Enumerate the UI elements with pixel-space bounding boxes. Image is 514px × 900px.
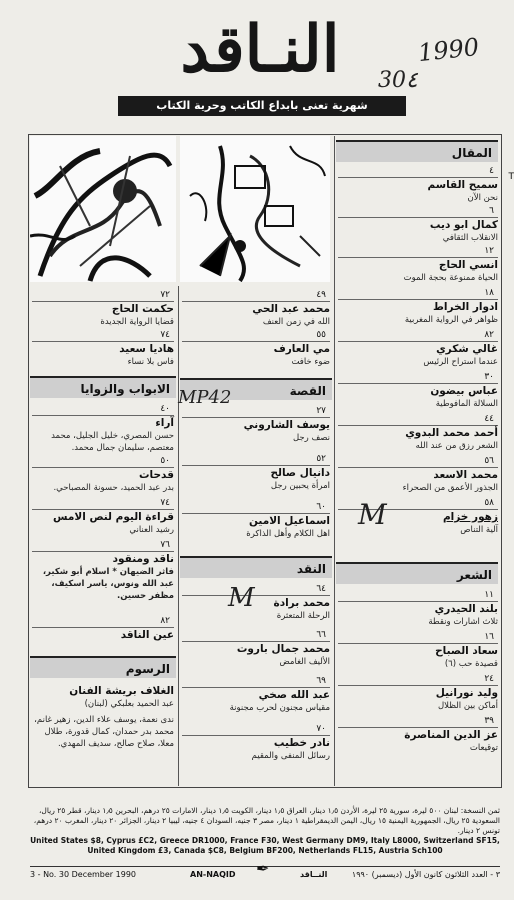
page-number: ٥٠ — [32, 456, 174, 468]
page-number: ١٨ — [338, 288, 498, 300]
title: اهل الكلام وأهل الذاكرة — [246, 529, 330, 539]
prices-english: United States $8, Cyprus £C2, Greece DR1000, France F30, West Germany DM9, Italy L8000, Switzerland SF15, United Kingdom £3, Canada $C8, Belgium BF200, Netherlands FL15, Austria Sch100 — [30, 836, 500, 855]
author: دانيال صالح — [270, 467, 330, 479]
page-number: ٤٠ — [32, 404, 174, 416]
feather-icon: ✒ — [256, 859, 270, 878]
author: عز الدين المناصرة — [404, 729, 498, 741]
edge-mark: T — [508, 172, 514, 182]
page-number: ٨٢ — [32, 616, 174, 628]
page-number: ٧٠ — [182, 724, 330, 736]
title: ظواهر في الرواية المغربية — [404, 315, 498, 325]
article-entry — [338, 206, 498, 244]
author: محمد جمال باروت — [236, 643, 330, 655]
page-number: ٦٦ — [182, 630, 330, 642]
page-number: ٨٢ — [338, 330, 498, 342]
section-name: قراءة اليوم لنص الامس — [53, 511, 174, 523]
section-entry — [32, 540, 174, 602]
article-entry — [338, 246, 498, 284]
section-name: قدحات — [138, 469, 174, 481]
column-divider-left — [178, 286, 179, 786]
title: الجذور الأعمق من الصحراء — [402, 483, 498, 493]
title: قصيدة حب (٦) — [444, 659, 498, 669]
poem-entry — [338, 674, 498, 712]
author: هاديا سعيد — [119, 343, 174, 355]
article-entry — [182, 290, 330, 328]
author: محمد برادة — [273, 597, 330, 609]
illustration-left — [30, 136, 176, 282]
author: يوسف الشاروني — [243, 419, 330, 431]
page-number: ١١ — [338, 590, 498, 602]
poem-entry — [338, 716, 498, 754]
section-entry — [32, 498, 174, 536]
title: امرأة يحبين رجل — [270, 481, 330, 491]
author: غالي شكري — [436, 343, 498, 355]
handwritten-m-right: M — [358, 498, 387, 531]
section-entry — [32, 404, 174, 454]
page-number: ٥٦ — [338, 456, 498, 468]
brand-en: AN-NAQID — [190, 870, 236, 879]
story-entry — [182, 406, 330, 444]
page-number: ٧٦ — [32, 540, 174, 552]
section-heading-drawings: الرسوم — [30, 656, 176, 678]
section-name: عين الناقد — [120, 629, 174, 641]
page-number: ٧٤ — [32, 498, 174, 510]
page-number: ٢٧ — [182, 406, 330, 418]
page-number: ٧٤ — [32, 330, 174, 342]
title: توقيعات — [469, 743, 498, 753]
story-entry — [182, 502, 330, 540]
page-number: ٦٩ — [182, 676, 330, 688]
title: آلية التناص — [460, 525, 498, 535]
page-number: ٦ — [338, 206, 498, 218]
criticism-entry — [182, 724, 330, 762]
cover-artist: عبد الحميد بعلبكي (لبنان) — [84, 699, 174, 709]
page-number: ٢٤ — [338, 674, 498, 686]
title: الرحلة المتعثرة — [276, 611, 330, 621]
page-number: ٧٢ — [32, 290, 174, 302]
story-entry — [182, 454, 330, 492]
page-number: ٤٩ — [182, 290, 330, 302]
title: السلالة المافوطية — [435, 399, 498, 409]
criticism-entry — [182, 584, 330, 622]
cover-credit: الغلاف بريشة الفنان — [69, 685, 174, 697]
logo: النـاقد — [180, 12, 340, 87]
section-heading-sections: الابواب والزوايا — [30, 376, 176, 398]
handwritten-year: 1990 — [416, 32, 481, 68]
criticism-entry — [182, 676, 330, 714]
ink-drawing-left — [30, 136, 176, 282]
title: أماكن بين الظلال — [438, 701, 498, 711]
article-entry — [338, 330, 498, 368]
article-entry — [338, 372, 498, 410]
section-name: ناقد ومنقود — [112, 553, 174, 565]
author: زهور خزام — [442, 511, 498, 523]
issue-info-ar: ٣ - العدد الثلاثون كانون الأول (ديسمبر) ١٩٩٠ — [351, 870, 500, 879]
author: مي العارف — [273, 343, 330, 355]
page-number: ٦٤ — [182, 584, 330, 596]
brand-ar: النــاقد — [300, 870, 328, 879]
tagline: شهرية تعنى بابداع الكاتب وحرية الكتاب — [118, 96, 406, 116]
article-entry — [338, 414, 498, 452]
title: نصف رجل — [292, 433, 330, 443]
article-entry — [182, 330, 330, 368]
contributors: فاثر الضيهان * اسلام أبو شكير، عبد الله ونوس، ياسر اسكيف، مظفر حسين. — [42, 567, 174, 601]
title: نحن الآن — [467, 193, 498, 203]
article-entry — [32, 330, 174, 368]
drawings-entry — [32, 684, 174, 710]
page-footer — [30, 859, 500, 883]
handwritten-mp: MP42 — [178, 387, 232, 408]
section-entry — [32, 456, 174, 494]
title: عندما استراح الرئيس — [423, 357, 498, 367]
author: وليد نورانيل — [435, 687, 498, 699]
article-entry — [338, 288, 498, 326]
title: مقياس مجنون لحرب مجنونة — [229, 703, 330, 713]
article-entry — [32, 290, 174, 328]
title: الحياة ممنوعة بحجة الموت — [403, 273, 498, 283]
drawings-entry — [32, 714, 174, 750]
author: أحمد محمد البدوي — [405, 427, 498, 439]
page-number: ١٢ — [338, 246, 498, 258]
poem-entry — [338, 590, 498, 628]
author: عباس بيضون — [430, 385, 498, 397]
column-divider-right — [334, 136, 335, 786]
section-heading-criticism: النقد — [180, 556, 332, 578]
poem-entry — [338, 632, 498, 670]
title: الأليف الغامض — [279, 657, 330, 667]
author: سميح القاسم — [427, 179, 498, 191]
issue-info-en: 3 - No. 30 December 1990 — [30, 870, 136, 879]
title: قضايا الرواية الجديدة — [100, 317, 174, 327]
page-number: ٣٩ — [338, 716, 498, 728]
prices-arabic: ثمن النسخة: لبنان ٥٠٠ ليرة، سورية ٢٥ ليرة، الأردن ١٫٥ دينار، العراق ١٫٥ دينار، الكويت ١٫٥ دينار، الامارات ٢٥ درهم، البحرين ١٫٥ دينار، قطر ٢٥ ريال، السعودية ٢٥ ريال، الجمهورية اليمنية ١٥ ريال، اليمن الديمقراطية ١ دينار، مصر ٣ جنيه، السودان ٤ جنيه، ليبيا ٢ دينار، الجزائر ٢٠ دينار، المغرب ٢٠ درهم، تونس ٢ دينار. — [33, 806, 500, 835]
page-number: ٦٠ — [182, 502, 330, 514]
title: الانقلاب الثقافي — [442, 233, 498, 243]
author: عبد الله صخي — [258, 689, 330, 701]
section-entry — [32, 616, 174, 642]
author: محمد الاسعد — [433, 469, 498, 481]
criticism-entry — [182, 630, 330, 668]
author: سعاد الصباح — [435, 645, 498, 657]
masthead — [120, 8, 400, 98]
article-entry — [338, 456, 498, 494]
title: ثلاث اشارات ونقطة — [428, 617, 498, 627]
contributors: حسن المصري، خليل الجليل، محمد معتصم، سليمان جمال محمد. — [51, 431, 174, 453]
author: محمد عبد الحي — [252, 303, 330, 315]
author: اسماعيل الامين — [248, 515, 330, 527]
title: رسائل المنفى والمقيم — [251, 751, 330, 761]
illustrators: ندى نعمة، يوسف علاء الدين، زهير غانم، محمد بدر حمدان، كمال قدورة، طلال معلا، صلاح صالح، سديف المهدي. — [34, 715, 174, 749]
page-number: ٥٢ — [182, 454, 330, 466]
handwritten-m-middle: M — [228, 583, 255, 613]
handwritten-number: 30٤ — [378, 68, 418, 93]
page-number: ٤ — [338, 166, 498, 178]
title: الشعر رزق من عند الله — [415, 441, 498, 451]
page-number: ١٦ — [338, 632, 498, 644]
section-name: آراء — [155, 417, 174, 429]
section-heading-poetry: الشعر — [336, 562, 498, 584]
title: فاس بلا نساء — [127, 357, 174, 367]
page-number: ٥٨ — [338, 498, 498, 510]
page-number: ٤٤ — [338, 414, 498, 426]
page-number: ٥٥ — [182, 330, 330, 342]
article-entry — [338, 166, 498, 204]
page-number: ٣٠ — [338, 372, 498, 384]
author: ادوار الخراط — [433, 301, 498, 313]
section-heading-story: القصة — [180, 378, 332, 400]
illustration-middle — [180, 136, 330, 282]
author: نادر خطيب — [273, 737, 330, 749]
section-heading-articles: المقال — [336, 140, 498, 162]
contributors: بدر عبد الحميد، حسونة المصباحي. — [53, 483, 174, 493]
author: حكمت الحاج — [111, 303, 174, 315]
contributors: رشيد العناني — [129, 525, 174, 535]
author: كمال ابو ديب — [429, 219, 498, 231]
title: ضوء خافت — [291, 357, 330, 367]
author: بلند الحيدري — [434, 603, 498, 615]
author: انسي الحاج — [438, 259, 498, 271]
title: الله في زمن العنف — [262, 317, 330, 327]
ink-drawing-middle — [180, 136, 330, 282]
